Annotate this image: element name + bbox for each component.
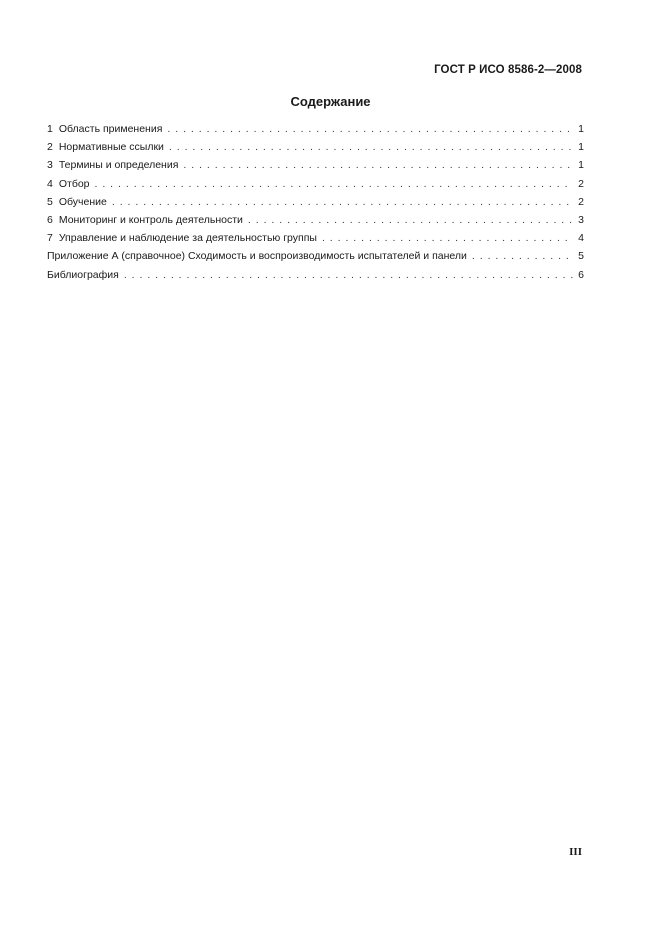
toc-entry-page: 1 bbox=[578, 123, 584, 135]
toc-entry-number: 4 bbox=[47, 177, 53, 190]
toc-entry-label: Отбор bbox=[58, 177, 90, 190]
toc-dot-leader bbox=[169, 138, 573, 156]
toc-entry-terms-definitions[interactable] bbox=[47, 156, 584, 174]
toc-title: Содержание bbox=[290, 94, 371, 109]
toc-entry-label: Приложение А (справочное) Сходимость и воспроизводимость испытателей и панели bbox=[47, 250, 467, 263]
toc-entry-selection[interactable] bbox=[47, 175, 584, 193]
toc-entry-annex-a[interactable] bbox=[47, 247, 584, 265]
toc-dot-leader bbox=[124, 266, 573, 284]
toc-entry-page: 2 bbox=[578, 177, 584, 190]
toc-entry-label: Мониторинг и контроль деятельности bbox=[58, 213, 243, 226]
toc-entry-page: 1 bbox=[578, 141, 584, 154]
toc-entry-normative-references[interactable] bbox=[47, 138, 584, 156]
toc-dot-leader bbox=[322, 229, 573, 247]
toc-entry-number: 2 bbox=[47, 141, 53, 154]
toc-entry-panel-management[interactable] bbox=[47, 229, 584, 247]
document-code: ГОСТ Р ИСО 8586-2—2008 bbox=[434, 64, 582, 76]
toc-entry-number: 1 bbox=[47, 123, 53, 135]
toc-dot-leader bbox=[112, 193, 573, 211]
toc-entry-label: Обучение bbox=[58, 195, 107, 208]
toc-entry-label: Нормативные ссылки bbox=[58, 141, 164, 154]
toc-entry-number: 6 bbox=[47, 213, 53, 226]
toc-entry-label: Термины и определения bbox=[58, 159, 179, 172]
toc-entry-page: 6 bbox=[578, 268, 584, 281]
toc-entry-label: Библиография bbox=[47, 268, 119, 281]
toc-dot-leader bbox=[183, 156, 573, 174]
toc-entry-number: 7 bbox=[47, 232, 53, 245]
toc-entry-page: 1 bbox=[578, 159, 584, 172]
toc-entry-page: 2 bbox=[578, 195, 584, 208]
toc-entry-label: Область применения bbox=[58, 123, 163, 135]
table-of-contents bbox=[47, 120, 584, 284]
toc-dot-leader bbox=[167, 120, 573, 138]
toc-entry-number: 3 bbox=[47, 159, 53, 172]
toc-entry-number: 5 bbox=[47, 195, 53, 208]
toc-dot-leader bbox=[95, 175, 573, 193]
toc-dot-leader bbox=[472, 247, 573, 265]
toc-entry-scope[interactable] bbox=[47, 120, 584, 138]
page-number: III bbox=[569, 846, 582, 858]
toc-entry-label: Управление и наблюдение за деятельностью группы bbox=[58, 232, 317, 245]
toc-entry-bibliography[interactable] bbox=[47, 266, 584, 284]
toc-entry-page: 4 bbox=[578, 232, 584, 245]
toc-dot-leader bbox=[248, 211, 573, 229]
toc-entry-page: 5 bbox=[578, 250, 584, 263]
toc-entry-monitoring[interactable] bbox=[47, 211, 584, 229]
toc-entry-page: 3 bbox=[578, 213, 584, 226]
toc-entry-training[interactable] bbox=[47, 193, 584, 211]
